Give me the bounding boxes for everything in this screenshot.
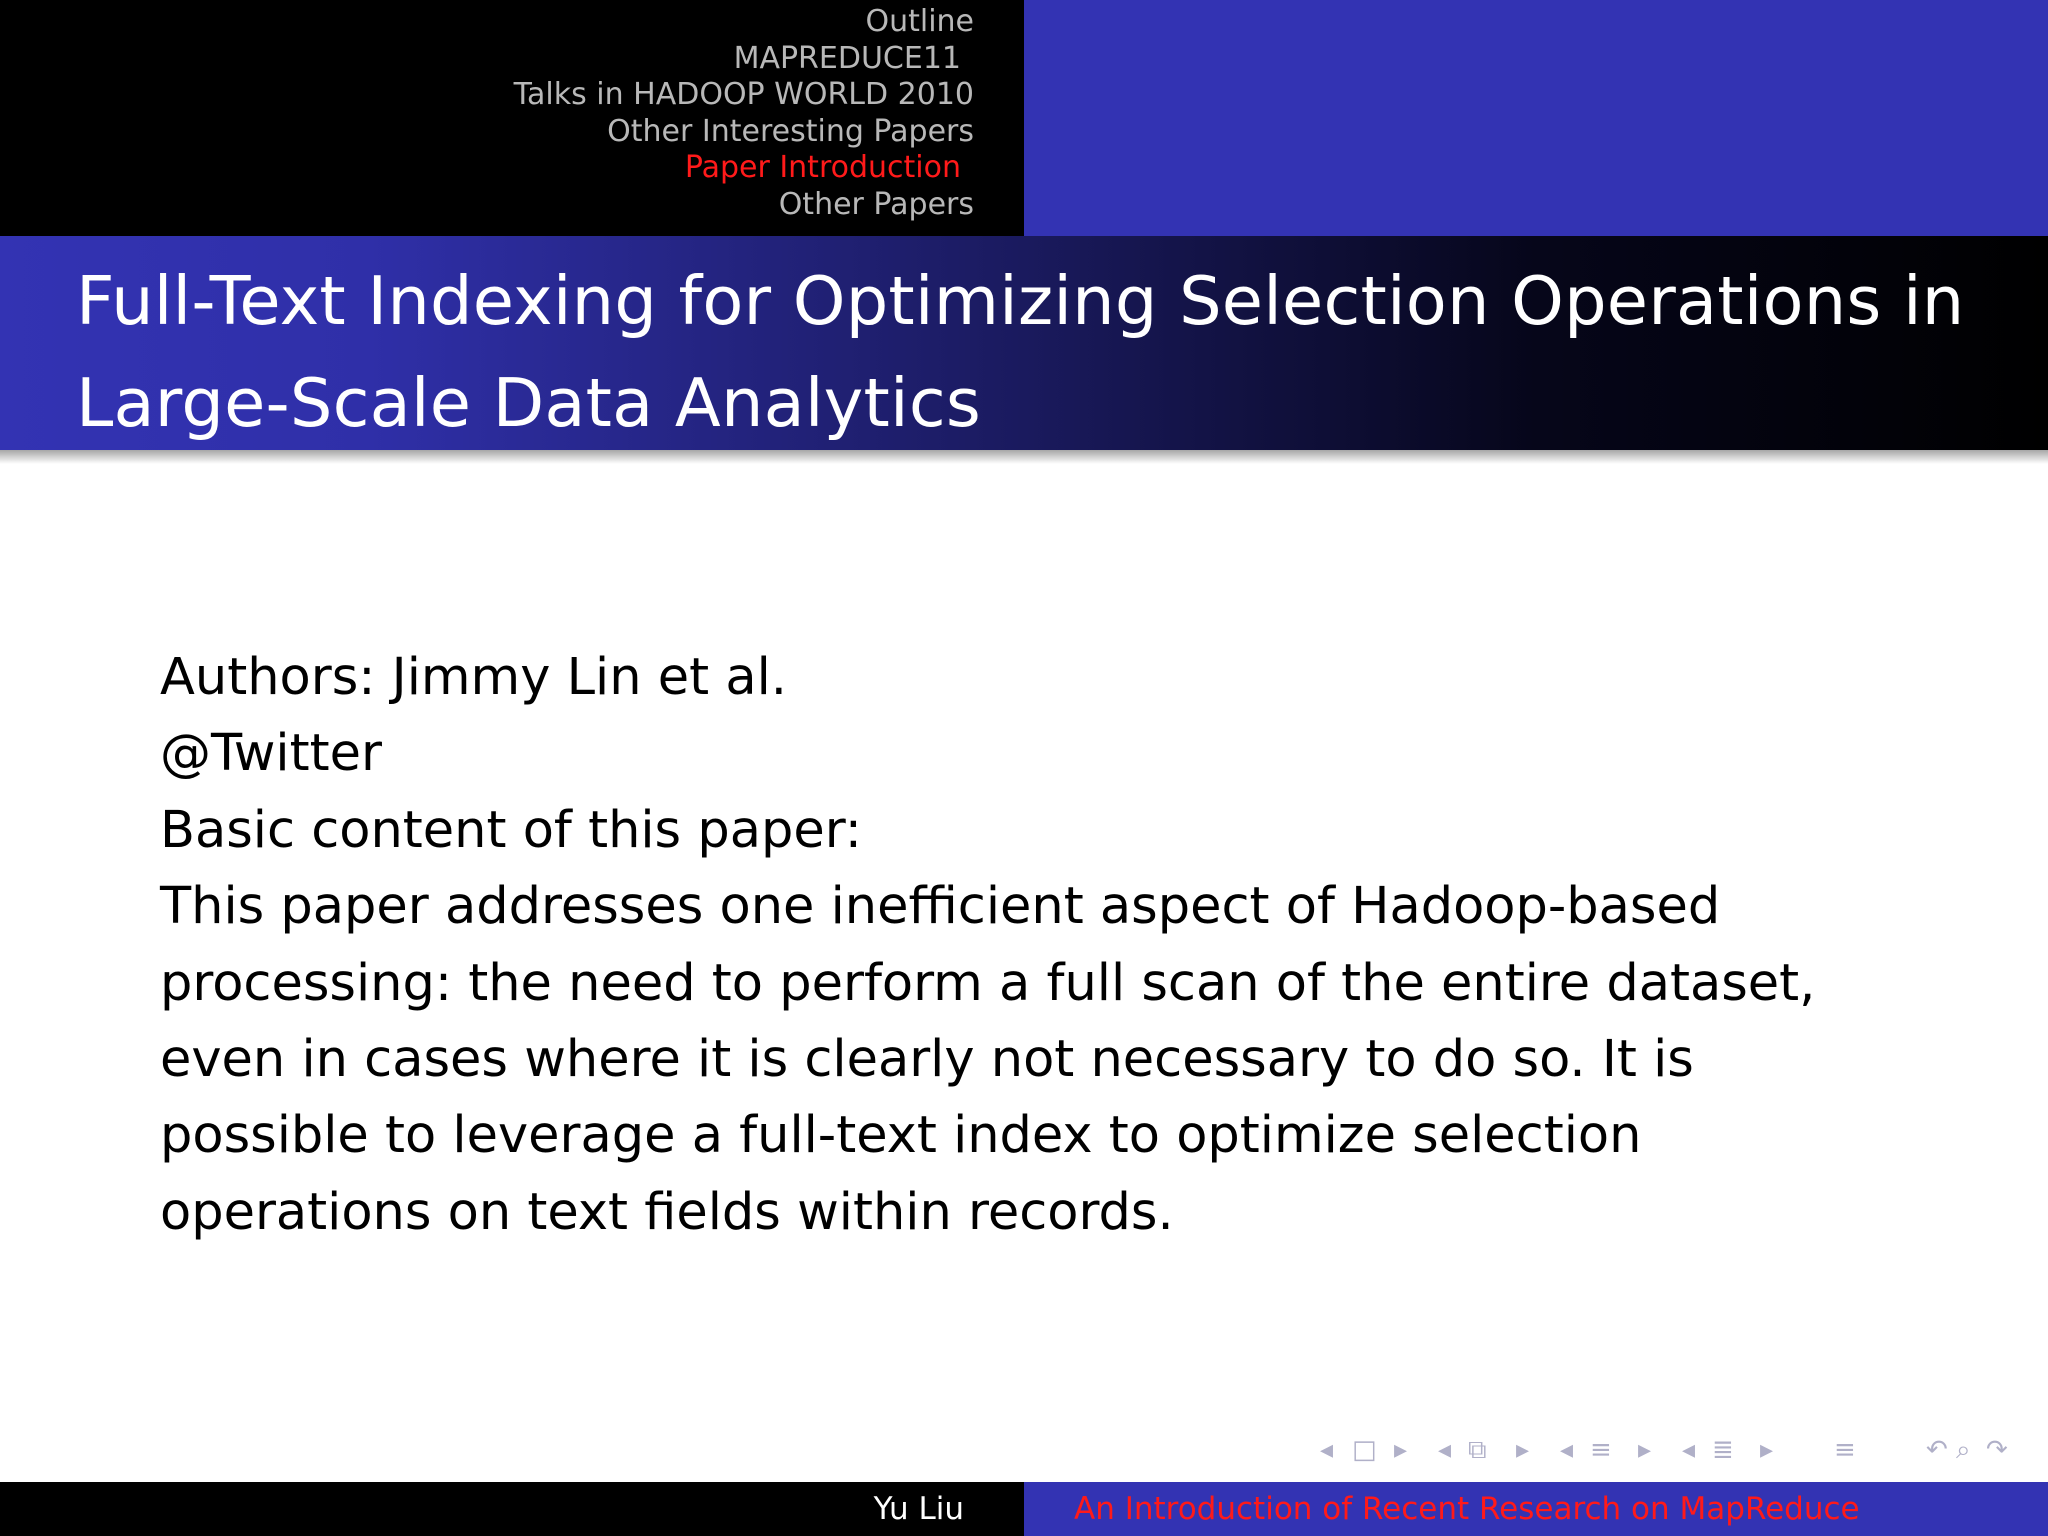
undo-icon[interactable]: ↶ [1926,1435,1948,1465]
nav-section-other-interesting-papers[interactable]: Other Interesting Papers [607,113,974,149]
footer-presentation-title: An Introduction of Recent Research on MapReduce [1074,1491,1860,1527]
paper-summary: This paper addresses one inefficient aspect of Hadoop-based processing: the need to perform a full scan of the entire dataset, even in cases where it is clearly not necessary to do so. It is possible to leverage a full-text index to optimize selection operations on text fields within records. [160,877,1816,1242]
frame-body [160,640,1880,1251]
nav-section-mapreduce11[interactable]: MAPREDUCE11 [733,40,961,76]
next-frame-arrow-icon[interactable]: ▸ [1516,1435,1530,1465]
footline-title-box [1024,1482,2048,1536]
next-section-arrow-icon[interactable]: ▸ [1760,1435,1774,1465]
content-heading: Basic content of this paper: [160,800,862,860]
section-icon[interactable]: ≣ [1712,1435,1734,1465]
next-subsection-arrow-icon[interactable]: ▸ [1638,1435,1652,1465]
search-icon[interactable]: ⌕ [1956,1435,1971,1465]
nav-section-other-papers[interactable]: Other Papers [778,186,974,222]
frame-title: Full-Text Indexing for Optimizing Selection Operations in Large-Scale Data Analytics [76,262,1965,442]
frame-icon[interactable]: ⧉ [1468,1435,1487,1465]
slide-icon[interactable]: □ [1352,1435,1377,1465]
section-list [514,4,974,224]
prev-subsection-arrow-icon[interactable]: ◂ [1560,1435,1574,1465]
authors-line: Authors: Jimmy Lin et al. [160,648,787,707]
align-icon[interactable]: ≡ [1834,1435,1856,1465]
redo-icon[interactable]: ↷ [1986,1435,2008,1465]
prev-slide-arrow-icon[interactable]: ◂ [1320,1435,1334,1465]
prev-frame-arrow-icon[interactable]: ◂ [1438,1435,1452,1465]
nav-section-outline[interactable]: Outline [865,4,974,39]
nav-section-paper-introduction[interactable]: Paper Introduction [684,150,961,186]
next-slide-arrow-icon[interactable]: ▸ [1394,1435,1408,1465]
prev-section-arrow-icon[interactable]: ◂ [1682,1435,1696,1465]
section-navigation [0,0,1024,236]
nav-section-talks-hadoop-world[interactable]: Talks in HADOOP WORLD 2010 [513,77,974,113]
affiliation-line: @Twitter [160,724,382,784]
footer-author: Yu Liu [873,1491,964,1527]
footline-author-box [0,1482,1024,1536]
subsection-navigation [1024,0,2048,236]
beamer-navigation-symbols [1310,1430,2030,1470]
subsection-icon[interactable]: ≡ [1590,1435,1612,1465]
